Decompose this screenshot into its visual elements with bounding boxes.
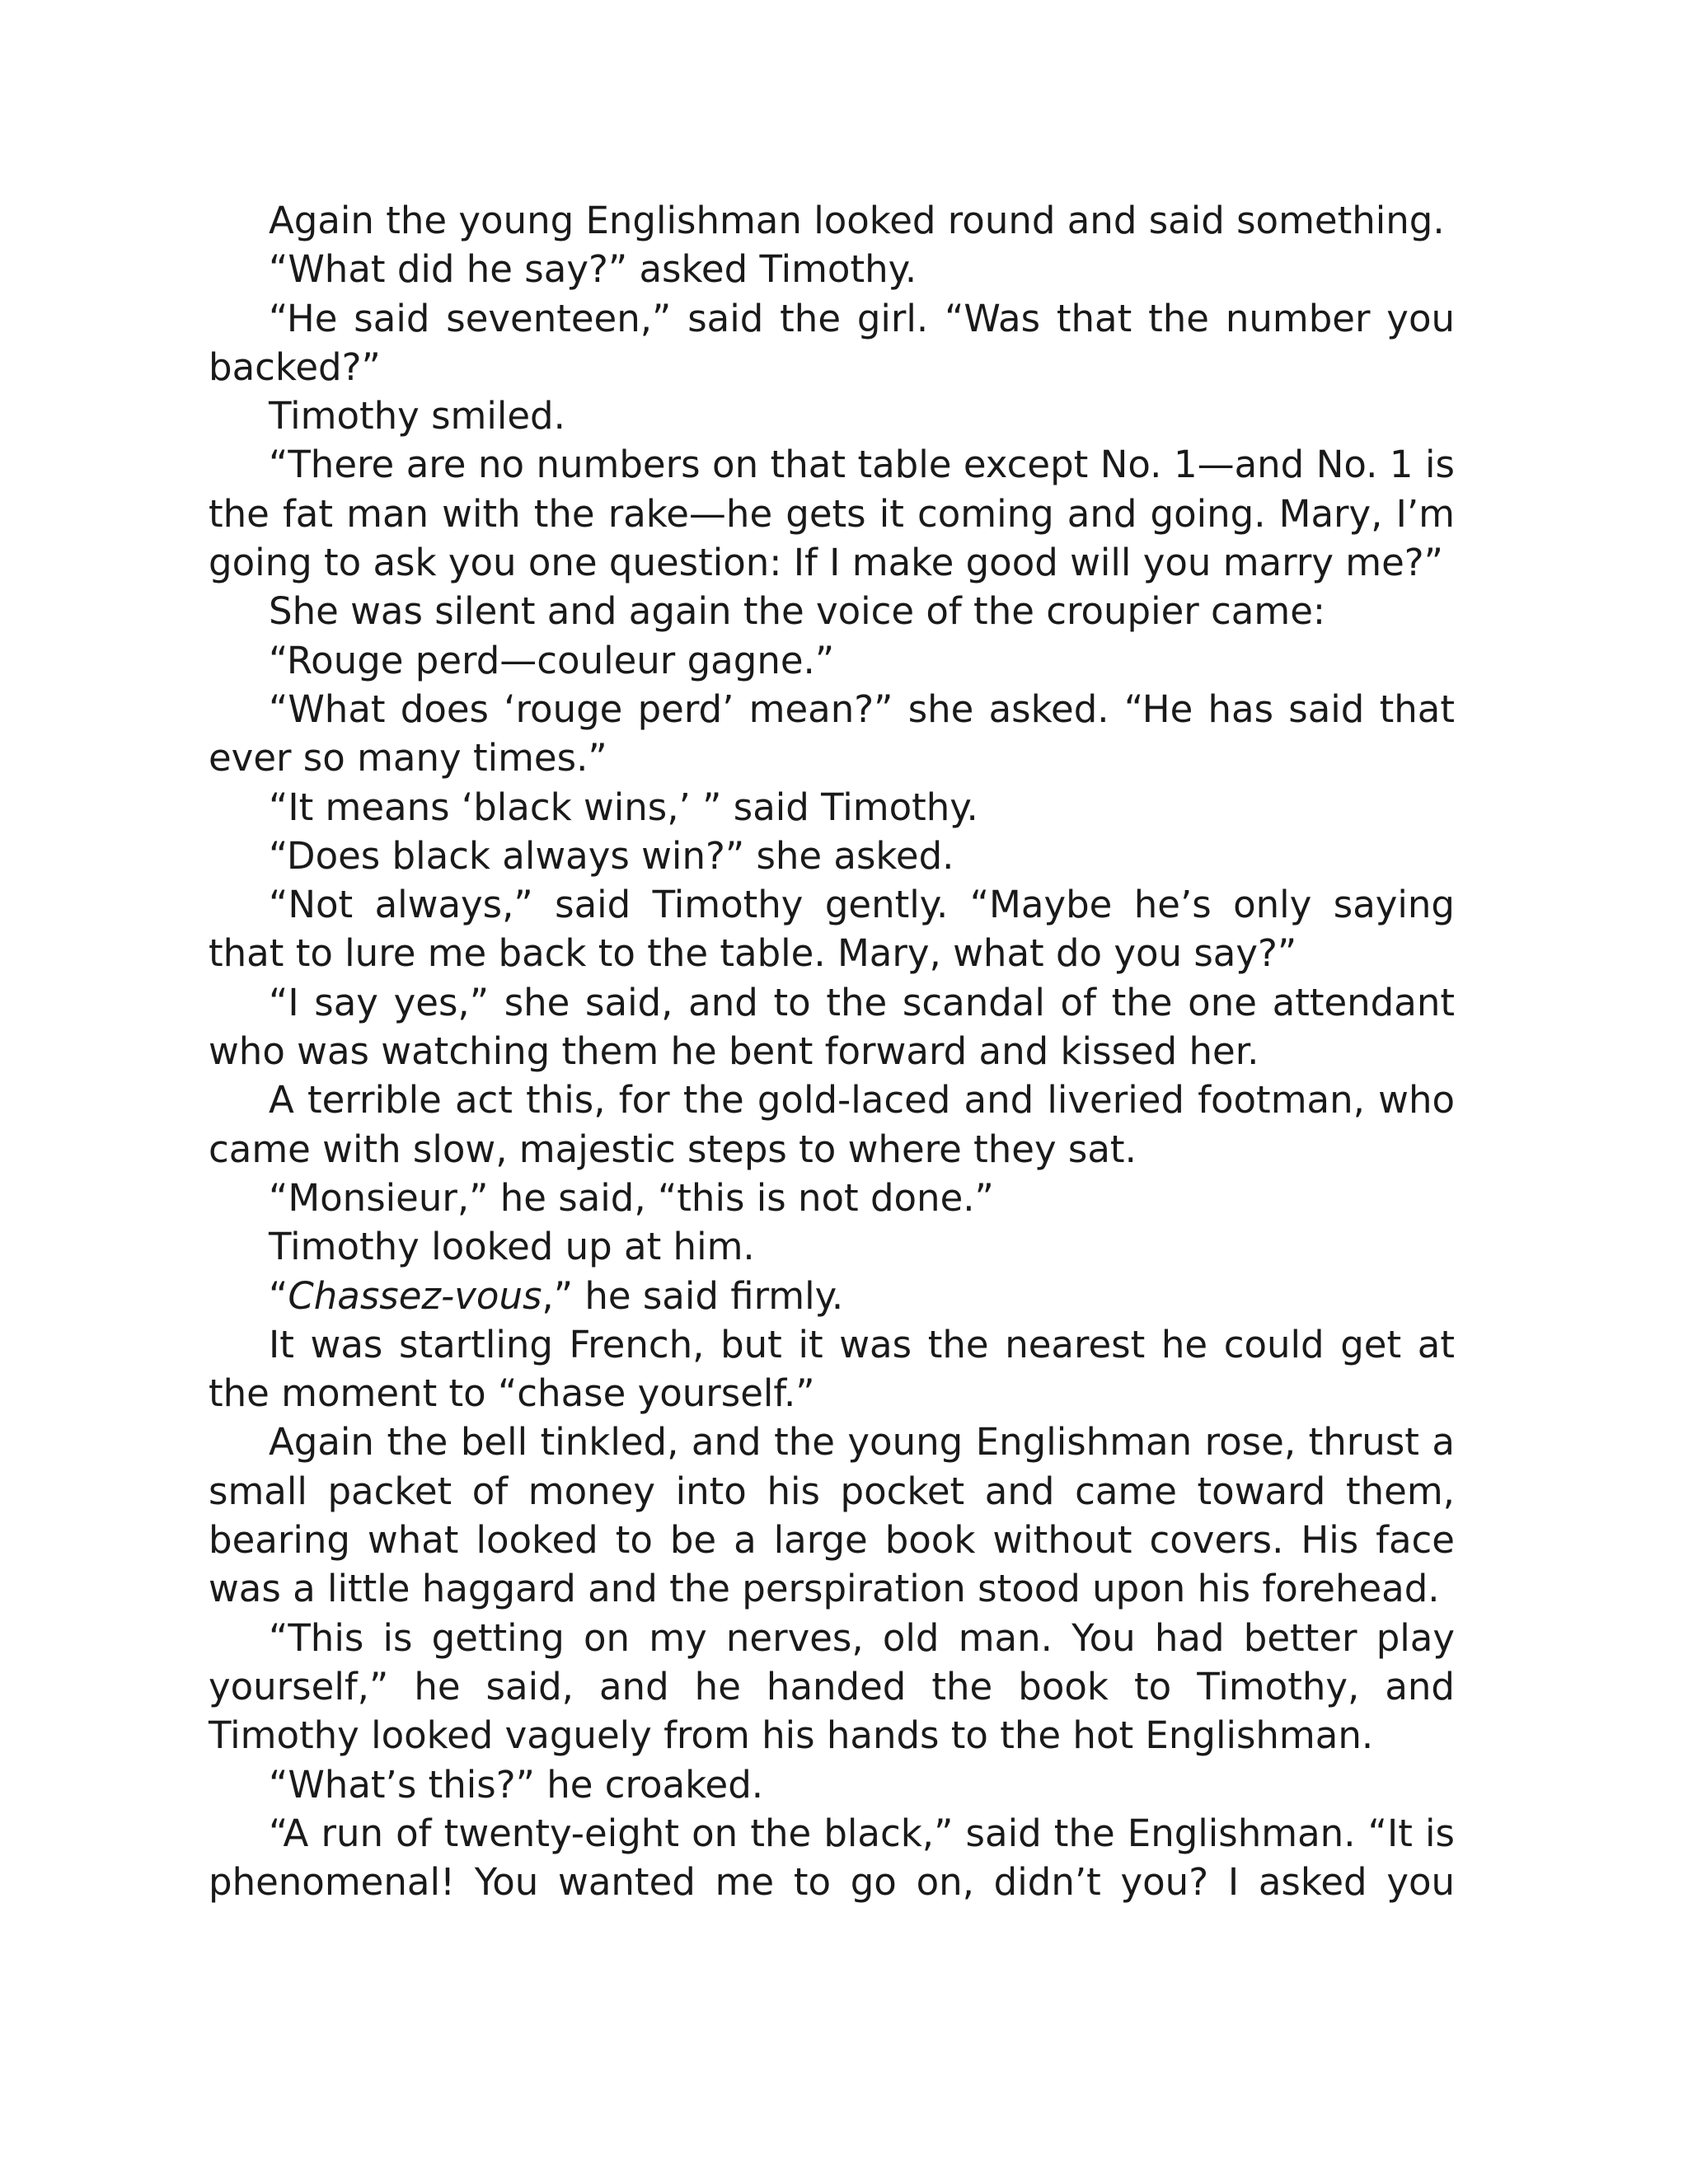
paragraph: Again the young Englishman looked round and said something. (269, 199, 1445, 242)
paragraph: “What did he say?” asked Timothy. (269, 247, 917, 292)
paragraph: “I say yes,” she said, and to the scandal of the one attendant who was watching them he bent forward and kissed her. (209, 980, 1455, 1074)
open-quote: “ (269, 1273, 288, 1318)
paragraph: Timothy looked up at him. (269, 1225, 755, 1269)
paragraph: “This is getting on my nerves, old man. You had better play yourself,” he said, and he handed the book to Timothy, and Timothy looked vaguely from his hands to the hot Englishman. (209, 1615, 1455, 1758)
paragraph: It was startling French, but it was the nearest he could get at the moment to “chase yourself.” (209, 1322, 1455, 1416)
paragraph: Timothy smiled. (269, 394, 565, 438)
paragraph: A terrible act this, for the gold-laced and liveried footman, who came with slow, majestic steps to where they sat. (209, 1078, 1455, 1171)
paragraph-italic-phrase (209, 1272, 1455, 1320)
italic-phrase: Chassez-vous (288, 1273, 542, 1318)
paragraph: Again the bell tinkled, and the young Englishman rose, thrust a small packet of money into his pocket and came toward them, bearing what looked to be a large book without covers. His face was a little haggard and the perspiration stood upon his forehead. (209, 1420, 1455, 1611)
paragraph: “It means ‘black wins,’ ” said Timothy. (269, 785, 978, 829)
paragraph-continued: “A run of twenty-eight on the black,” said the Englishman. “It is phenomenal! You wanted me to go on, didn’t you? I asked you (209, 1811, 1455, 1905)
close-text: ,” he said firmly. (542, 1273, 844, 1318)
page-text (209, 196, 1455, 1906)
paragraph: “What does ‘rouge perd’ mean?” she asked. “He has said that ever so many times.” (209, 687, 1455, 780)
paragraph: “Rouge perd—couleur gagne.” (269, 638, 835, 682)
paragraph: “What’s this?” he croaked. (269, 1762, 764, 1807)
paragraph: “Not always,” said Timothy gently. “Maybe he’s only saying that to lure me back to the table. Mary, what do you say?” (209, 883, 1455, 976)
paragraph: “There are no numbers on that table except No. 1—and No. 1 is the fat man with the rake—he gets it coming and going. Mary, I’m going to ask you one question: If I make good will you marry me?” (209, 443, 1455, 585)
paragraph: “He said seventeen,” said the girl. “Was that the number you backed?” (209, 296, 1455, 389)
paragraph: She was silent and again the voice of the croupier came: (269, 589, 1326, 634)
paragraph: “Does black always win?” she asked. (269, 833, 954, 878)
paragraph: “Monsieur,” he said, “this is not done.” (269, 1175, 994, 1220)
